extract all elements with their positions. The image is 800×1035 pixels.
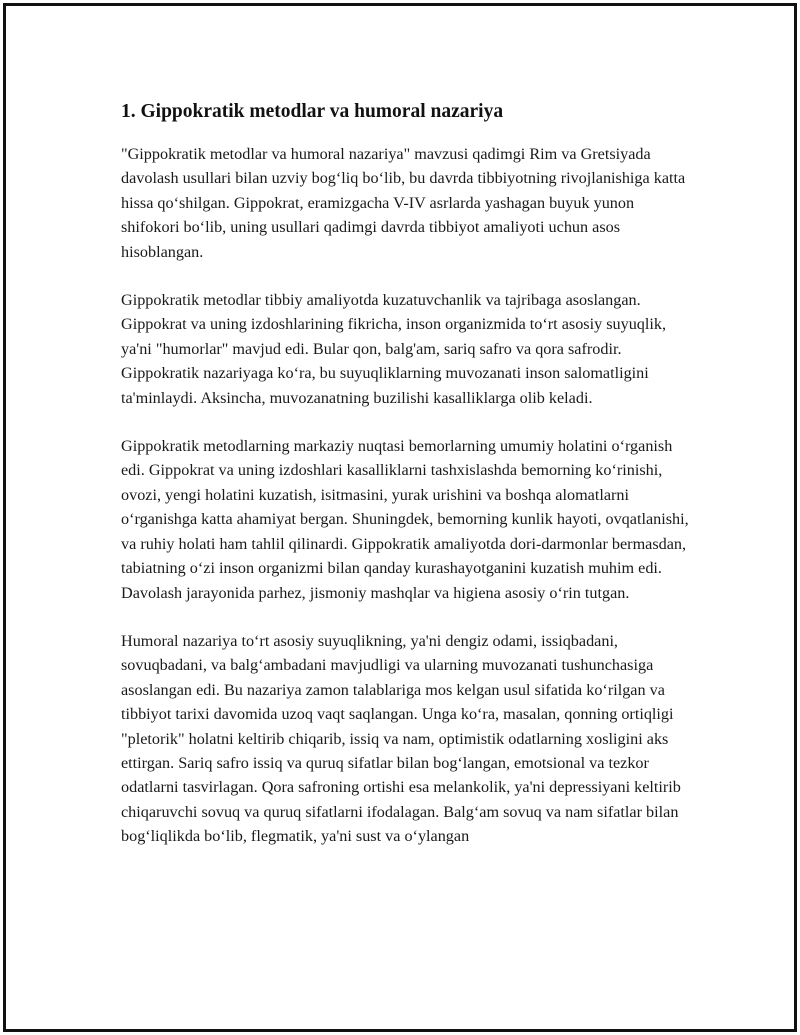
page-frame [3, 3, 797, 1032]
paragraph-methods: Gippokratik metodlar tibbiy amaliyotda kuzatuvchanlik va tajribaga asoslangan. Gippokrat va uning izdoshlarining fikricha, inson organizmida to‘rt asosiy suyuqlik, ya'ni "humorlar" mavjud edi. Bular qon, balg'am, sariq safro va qora safrodir. Gippokratik nazariyaga ko‘ra, bu suyuqliklarning muvozanati inson salomatligini ta'minlaydi. Aksincha, muvozanatning buzilishi kasalliklarga olib keladi. [121, 291, 667, 407]
paragraph-intro: "Gippokratik metodlar va humoral nazariya" mavzusi qadimgi Rim va Gretsiyada davolash usullari bilan uzviy bog‘liq bo‘lib, bu davrda tibbiyotning rivojlanishiga katta hissa qo‘shilgan. Gippokrat, eramizgacha V-IV asrlarda yashagan buyuk yunon shifokori bo‘lib, uning usullari qadimgi davrda tibbiyot amaliyoti uchun asos hisoblangan. [121, 145, 686, 261]
section-heading: 1. Gippokratik metodlar va humoral nazariya [121, 101, 504, 122]
paragraph-humoral-theory: Humoral nazariya to‘rt asosiy suyuqlikning, ya'ni dengiz odami, issiqbadani, sovuqbadani, va balg‘ambadani mavjudligi va ularning muvozanati tushunchasiga asoslangan edi. Bu nazariya zamon talablariga mos kelgan usul sifatida ko‘rilgan va tibbiyot tarixi davomida uzoq vaqt saqlangan. Unga ko‘ra, masalan, qonning ortiqligi "pletorik" holatni keltirib chiqarib, issiq va nam, optimistik odatlarning xosligini aks ettirgan. Sariq safro issiq va quruq sifatlar bilan bog‘langan, emotsional va tezkor odatlarni tasvirlagan. Qora safroning ortishi esa melankolik, ya'ni depressiyani keltirib chiqaruvchi sovuq va quruq sifatlarni ifodalagan. Balg‘am sovuq va nam sifatlar bilan bog‘liqlikda bo‘lib, flegmatik, ya'ni sust va o‘ylangan [121, 631, 681, 846]
paragraph-diagnosis: Gippokratik metodlarning markaziy nuqtasi bemorlarning umumiy holatini o‘rganish edi. Gippokrat va uning izdoshlari kasalliklarni tashxislashda bemorning ko‘rinishi, ovozi, yengi holatini kuzatish, isitmasini, yurak urishini va boshqa alomatlarni o‘rganishga katta ahamiyat bergan. Shuningdek, bemorning kunlik hayoti, ovqatlanishi, va ruhiy holati ham tahlil qilinardi. Gippokratik amaliyotda dori-darmonlar bermasdan, tabiatning o‘zi inson organizmi bilan qanday kurashayotganini kuzatish muhim edi. Davolash jarayonida parhez, jismoniy mashqlar va higiena asosiy o‘rin tutgan. [121, 437, 689, 602]
document-body [121, 98, 696, 873]
